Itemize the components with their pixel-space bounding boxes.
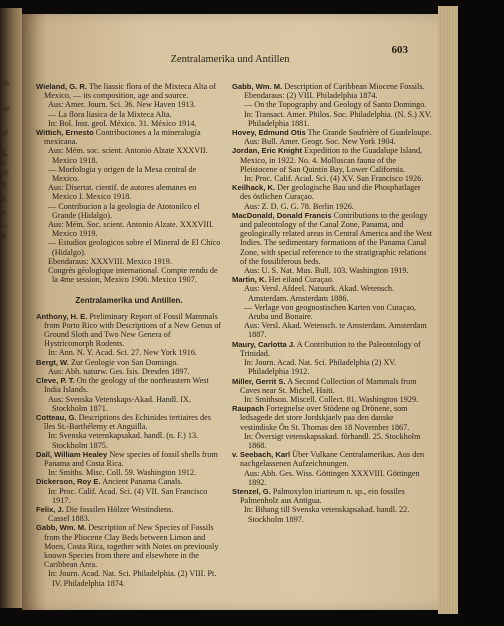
entry-author: Wieland, G. R. [36, 82, 87, 91]
bibliography-entry [232, 183, 432, 211]
entry-author: Martin, K. [232, 275, 267, 285]
facing-page-fragment: ß [2, 232, 6, 241]
entry-detail: Aus: Z. D. G. G. 78. Berlin 1926. [244, 201, 354, 211]
entry-detail: In: Bol. Inst. geol. México. 31. México 1914. [48, 118, 197, 128]
facing-page-fragment: er [2, 168, 9, 177]
entry-detail: In: Proc. Calif. Acad. Sci. (4) VII. San Francisco 1917. [48, 486, 208, 505]
book-page [22, 14, 438, 610]
facing-page-fragment: o. [2, 220, 8, 229]
facing-page-fragment: al [2, 128, 8, 137]
entry-author: v. Seebach, Karl [232, 450, 291, 460]
entry-author: Jordan, Eric Knight [232, 146, 303, 156]
entry-detail: Aus: Versl. Afdeel. Natuurk. Akad. Wetensch. Amsterdam. Amsterdam 1886. [244, 284, 395, 303]
facing-page-fragment: n [2, 208, 6, 217]
entry-detail: In: Smiths. Misc. Coll. 59. Washington 1912. [48, 468, 197, 478]
entry-author: Wittich, Ernesto [36, 128, 94, 138]
bibliography-entry [36, 450, 222, 478]
entry-author: Dall, William Healey [36, 449, 108, 459]
entry-detail: In: Bihang till Svenska vetenskapsakad. handl. 22. Stockholm 1897. [244, 505, 410, 524]
entry-detail: Ebendaraus: XXXVIII. Mexico 1919. [48, 256, 172, 266]
bibliography-entry [232, 340, 432, 377]
facing-page-fragment: o [2, 158, 6, 167]
bibliography-entry [36, 312, 222, 358]
entry-detail: Aus: U. S. Nat. Mus. Bull. 103. Washington 1919. [244, 266, 409, 276]
entry-detail: — La flora liasica de la Mixteca Alta. [48, 109, 172, 119]
entry-author: Keilhack, K. [232, 183, 276, 193]
bibliography-entry [36, 82, 222, 128]
entry-author: Stenzel, G. [232, 486, 271, 496]
entry-author: Gabb, Wm. M. [36, 523, 87, 533]
bibliography-entry [232, 211, 432, 275]
entry-author: Raupach [232, 404, 265, 414]
entry-detail: In: Transact. Amer. Philos. Soc. Philadelphia. (N. S.) XV. Philadelphia 1881. [244, 109, 432, 128]
entry-title: Description of Caribbean Miocene Fossils. [284, 82, 425, 91]
entry-title: Ancient Panama Canals. [102, 477, 183, 487]
entry-detail: In: Svenska vetenskapsakad. handl. (n. F.) 13. Stockholm 1875. [48, 431, 199, 450]
facing-page-fragment: e. [2, 194, 8, 203]
bibliography-entry [36, 358, 222, 376]
bibliography-entry [232, 487, 432, 524]
entry-author: Miller, Gerrit S. [232, 376, 286, 386]
facing-page-fragment: ri [2, 180, 7, 189]
entry-title: Über Vulkane Centralamerikas. Aus den nachgelassenen Aufzeichnungen. [240, 450, 425, 469]
entry-detail: — Estudios geologicos sobre el Mineral de El Chico (Hidalgo). [48, 238, 221, 257]
entry-title: Die fossilen Hölzer Westindiens. [65, 504, 174, 514]
entry-detail: Aus: Bull. Amer. Geogr. Soc. New York 1904. [244, 137, 396, 147]
entry-detail: Ebendaraus: (2) VIII. Philadelphia 1874. [244, 91, 378, 101]
running-title: Zentralamerika und Antillen [170, 54, 290, 65]
entry-detail: Cassel 1883. [48, 514, 90, 524]
entry-detail: — On the Topography and Geology of Santo Domingo. [244, 100, 427, 110]
entry-title: Contribuciones a la mineralogía mexicana. [44, 128, 201, 147]
entry-title: The Grande Soufrière of Guadeloupe. [307, 128, 432, 138]
entry-title: Het eiland Curaçao. [268, 275, 334, 285]
entry-author: Cleve, P. T. [36, 376, 75, 386]
bibliography-entry [232, 128, 432, 146]
entry-author: Maury, Carlotta J. [232, 339, 296, 349]
entry-title: Expedition to the Guadalupe Island, Mexico, in 1922. No. 4. Molluscan fauna of the Pleistocene of San Quintin Bay, Lower California. [240, 146, 423, 174]
entry-author: Bergt, W. [36, 357, 69, 367]
entry-title: A Second Collection of Mammals from Caves near St. Michel, Haiti. [240, 376, 417, 395]
entry-title: Palmoxylon iriarteum n. sp., ein fossiles Palmenholz aus Antigua. [240, 486, 405, 506]
entry-detail: In: Journ. Acad. Nat. Sci. Philadelphia. (2) VIII. Pt. IV. Philadelphia 1874. [48, 569, 217, 588]
entry-title: Fortegnelse over Stödene og Drönene, som ledsagede det store Jordskjaelv paa den danske vestindiske Ön St. Thomas den 18 November 1867. [240, 404, 410, 432]
entry-author: Dickerson, Roy E. [36, 477, 101, 487]
bibliography-entry [232, 82, 432, 128]
entry-author: Felix, J. [36, 504, 64, 514]
entry-author: MacDonald, Donald Francis [232, 210, 332, 220]
section-heading: Zentralamerika und Antillen. [75, 296, 183, 306]
bibliography-entry [232, 275, 432, 339]
entry-title: On the geology of the northeastern West India Islands. [44, 376, 209, 395]
entry-author: Gabb, Wm. M. [232, 82, 283, 91]
right-entries [232, 82, 432, 524]
entry-detail: — Verlage von geognostischen Karten von Curaçao, Aruba und Bonaire. [244, 302, 416, 322]
bibliography-entry [36, 128, 222, 284]
bibliography-entry [232, 450, 432, 487]
left-entries [36, 82, 222, 284]
facing-page-fragment: ds [2, 78, 10, 87]
bibliography-entry [36, 376, 222, 413]
entry-detail: Congrès géologique international. Compte rendu de la 4me session, Mexico 1906. Mexico 1907. [48, 266, 218, 285]
bibliography-entry [36, 413, 222, 450]
left-column [36, 82, 222, 588]
entry-title: Description of New Species of Fossils from the Pliocene Clay Beds between Limon and Moen, Costa Rica, together with Notes on previously known Species from there and elsewhere in the Caribbean Area. [44, 523, 219, 570]
entry-title: New species of fossil shells from Panama and Costa Rica. [44, 449, 218, 468]
entry-author: Cotteau, G. [36, 412, 77, 422]
entry-title: A Contribution to the Paleontology of Trinidad. [240, 339, 421, 358]
page-number: 603 [391, 44, 408, 56]
facing-page-fragment: ne [2, 104, 10, 113]
bibliography-entry [232, 146, 432, 183]
entry-detail: Aus: Amer. Journ. Sci. 36. New Haven 1913. [48, 100, 196, 110]
facing-page-fragment: g, [2, 148, 8, 157]
bibliography-entry [232, 404, 432, 450]
entry-title: Descriptions des Echinides tertiaires des îles St.-Barthélemy et Anguilla. [44, 412, 211, 432]
background-dark [458, 0, 504, 626]
page-stack-edges [438, 6, 459, 614]
bibliography-entry [232, 377, 432, 405]
entry-author: Hovey, Edmund Otis [232, 128, 306, 138]
entry-title: Zur Geologie von San Domingo. [70, 357, 179, 367]
entry-detail: Aus: Versl. Akad. Wetensch. te Amsterdam. Amsterdam 1887. [244, 321, 427, 340]
left-entries-after [36, 312, 222, 588]
entry-title: Der geologische Bau und die Phosphatlager des östlichen Curaçao. [240, 183, 421, 202]
entry-title: Preliminary Report of Fossil Mammals from Porto Rico with Descriptions of a New Genus of Ground Sloth and Two New Genera of Hystricomorph Rodents. [44, 311, 222, 349]
bibliography-entry [36, 523, 222, 587]
facing-page-edge [0, 8, 22, 608]
entry-title: Contributions to the geology and paleontology of the Canal Zone, Panama, and geologically related areas in Central America and the West Indies. The sedimentary formations of the Panama Canal Zone, with special reference to the stratigraphic relations of the fossiliferous beds. [240, 210, 432, 266]
entry-detail: Aus: Mém. soc. scient. Antonio Alzate XXXVII. Mexico 1918. [48, 146, 208, 165]
entry-detail: Aus: Abh. naturw. Ges. Isis. Dresden 1897. [48, 366, 190, 376]
entry-detail: — Morfologia y origen de la Mesa central de Mexico. [48, 164, 197, 184]
bibliography-entry [36, 477, 222, 505]
entry-detail: Aus: Abh. Ges. Wiss. Göttingen XXXVIII. Göttingen 1892. [244, 468, 420, 487]
entry-detail: Aus: Disertat. cientif. de autores alemanes en Mexico I. Mexico 1918. [48, 183, 197, 202]
entry-detail: Aus: Mém. Soc. scient. Antonio Alzate. XXXVIII. Mexico 1919. [48, 220, 214, 239]
bibliography-entry [36, 505, 222, 523]
entry-author: Anthony, H. E. [36, 311, 88, 321]
entry-detail: In: Smithson. Miscell. Collect. 81. Washington 1929. [244, 394, 419, 404]
entry-detail: — Contribucion a la geologia de Atotonilco el Grande (Hidalgo). [48, 201, 200, 220]
entry-detail: In: Översigt vetenskapsakad. förhandl. 25. Stockholm 1868. [244, 431, 421, 450]
entry-detail: In: Journ. Acad. Nat. Sci. Philadelphia (2) XV. Philadelphia 1912. [244, 358, 397, 377]
entry-detail: In: Proc. Calif. Acad. Sci. (4) XV. San Francisco 1926. [244, 174, 424, 184]
entry-title: The liassic flora of the Mixteca Alta of Mexico, — its composition, age and source. [44, 82, 216, 101]
entry-detail: Aus: Svenska Vetenskaps-Akad. Handl. IX. Stockholm 1871. [48, 394, 191, 413]
right-column [232, 82, 432, 524]
entry-detail: In: Ann. N. Y. Acad. Sci. 27. New York 1916. [48, 348, 197, 358]
